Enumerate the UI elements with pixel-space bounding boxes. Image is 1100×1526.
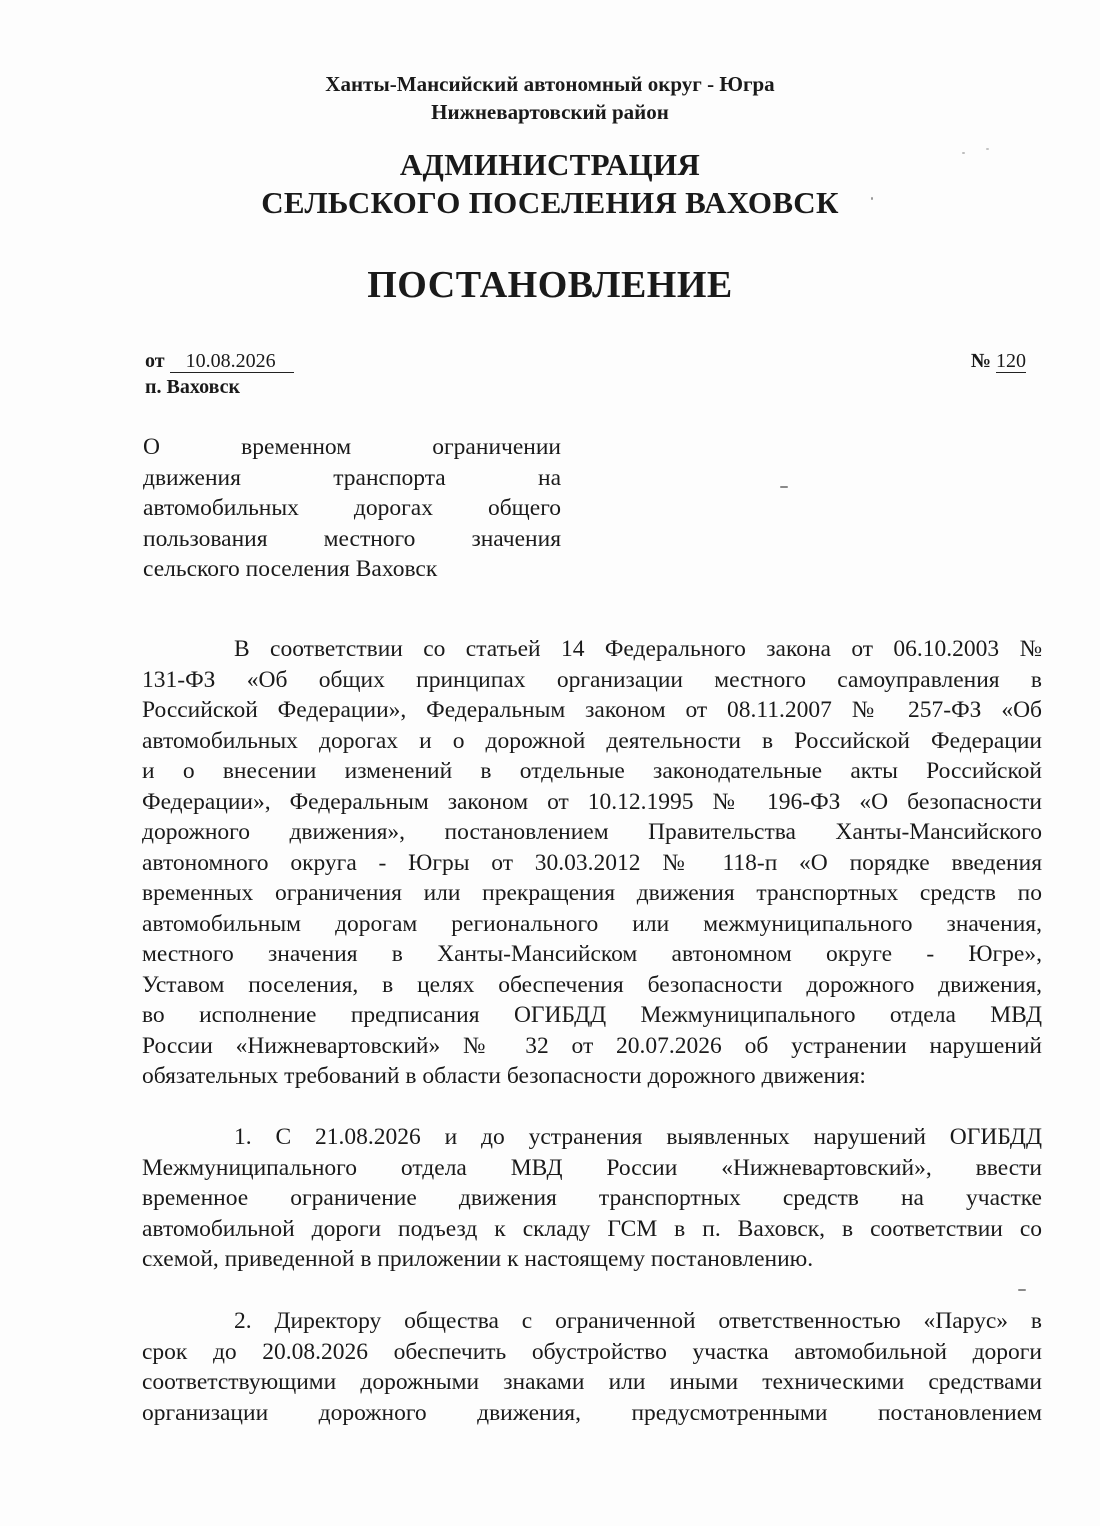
administration-line: АДМИНИСТРАЦИЯ bbox=[399, 147, 701, 182]
region-header bbox=[0, 70, 1100, 126]
document-type-title: ПОСТАНОВЛЕНИЕ bbox=[367, 264, 733, 306]
body-line: временное ограничение движения транспортных средств на участке bbox=[142, 1185, 1042, 1211]
body-line: срок до 20.08.2026 обеспечить обустройство участка автомобильной дороги bbox=[142, 1338, 1042, 1365]
body-line: 1. С 21.08.2026 и до устранения выявленных нарушений ОГИБДД bbox=[234, 1124, 1042, 1150]
administration-header bbox=[0, 146, 1100, 222]
body-line: организации дорожного движения, предусмотренными постановлением bbox=[142, 1399, 1042, 1426]
scan-speck bbox=[780, 486, 788, 488]
body-line: местного значения в Ханты-Мансийском автономном округе - Югре», bbox=[142, 941, 1042, 967]
body-line: временных ограничения или прекращения движения транспортных средств по bbox=[142, 880, 1042, 906]
body-line: обязательных требований в области безопасности дорожного движения: bbox=[142, 1063, 866, 1089]
body-line: Федерации», Федеральным законом от 10.12.1995 № 196-ФЗ «О безопасности bbox=[142, 788, 1042, 815]
document-number: 120 bbox=[996, 350, 1026, 372]
body-line: автомобильным дорогам регионального или межмуниципального значения, bbox=[142, 910, 1042, 937]
body-line: России «Нижневартовский» № 32 от 20.07.2026 об устранении нарушений bbox=[142, 1032, 1042, 1059]
body-line: 2. Директору общества с ограниченной ответственностью «Парус» в bbox=[234, 1308, 1042, 1334]
body-line: 131-ФЗ «Об общих принципах организации местного самоуправления в bbox=[142, 666, 1042, 693]
document-date: 10.08.2026 bbox=[170, 350, 294, 373]
date-prefix: от bbox=[145, 350, 165, 372]
subject-line: О временном ограничении bbox=[143, 434, 561, 460]
scan-speck bbox=[986, 148, 989, 150]
scan-speck bbox=[1018, 1289, 1026, 1291]
subject-line: движения транспорта на bbox=[143, 464, 561, 491]
body-line: автономного округа - Югры от 30.03.2012 № 118-п «О порядке введения bbox=[142, 849, 1042, 876]
body-line: и о внесении изменений в отдельные законодательные акты Российской bbox=[142, 758, 1042, 784]
scan-speck bbox=[962, 152, 965, 154]
subject-line: сельского поселения Ваховск bbox=[143, 556, 438, 582]
place-line: п. Ваховск bbox=[145, 376, 241, 398]
number-prefix: № bbox=[970, 350, 991, 372]
body-line: дорожного движения», постановлением Правительства Ханты-Мансийского bbox=[142, 819, 1042, 845]
settlement-line: СЕЛЬСКОГО ПОСЕЛЕНИЯ ВАХОВСК bbox=[261, 185, 839, 220]
body-line: схемой, приведенной в приложении к настоящему постановлению. bbox=[142, 1246, 814, 1272]
document-number-block bbox=[971, 348, 1026, 374]
body-line: Уставом поселения, в целях обеспечения безопасности дорожного движения, bbox=[142, 971, 1042, 998]
body-line: Межмуниципального отдела МВД России «Нижневартовский», ввести bbox=[142, 1154, 1042, 1181]
date-place-block bbox=[145, 348, 294, 400]
body-line: во исполнение предписания ОГИБДД Межмуниципального отдела МВД bbox=[142, 1002, 1042, 1028]
body-line: автомобильной дороги подъезд к складу ГСМ в п. Ваховск, в соответствии со bbox=[142, 1215, 1042, 1242]
subject-line: пользования местного значения bbox=[143, 525, 561, 552]
scan-speck bbox=[871, 197, 873, 200]
district-line: Нижневартовский район bbox=[431, 100, 669, 124]
date-line bbox=[145, 348, 294, 374]
body-line: В соответствии со статьей 14 Федерального закона от 06.10.2003 № bbox=[234, 636, 1042, 662]
body-line: Российской Федерации», Федеральным законом от 08.11.2007 № 257-ФЗ «Об bbox=[142, 697, 1042, 723]
document-subject bbox=[143, 432, 561, 585]
clause-1-paragraph bbox=[142, 1122, 1042, 1275]
body-line: соответствующими дорожными знаками или иными техническими средствами bbox=[142, 1369, 1042, 1395]
preamble-paragraph bbox=[142, 634, 1042, 1092]
body-line: автомобильных дорогах и о дорожной деятельности в Российской Федерации bbox=[142, 727, 1042, 754]
clause-2-paragraph bbox=[142, 1306, 1042, 1428]
region-line: Ханты-Мансийский автономный округ - Югра bbox=[325, 72, 775, 96]
subject-line: автомобильных дорогах общего bbox=[143, 495, 561, 521]
